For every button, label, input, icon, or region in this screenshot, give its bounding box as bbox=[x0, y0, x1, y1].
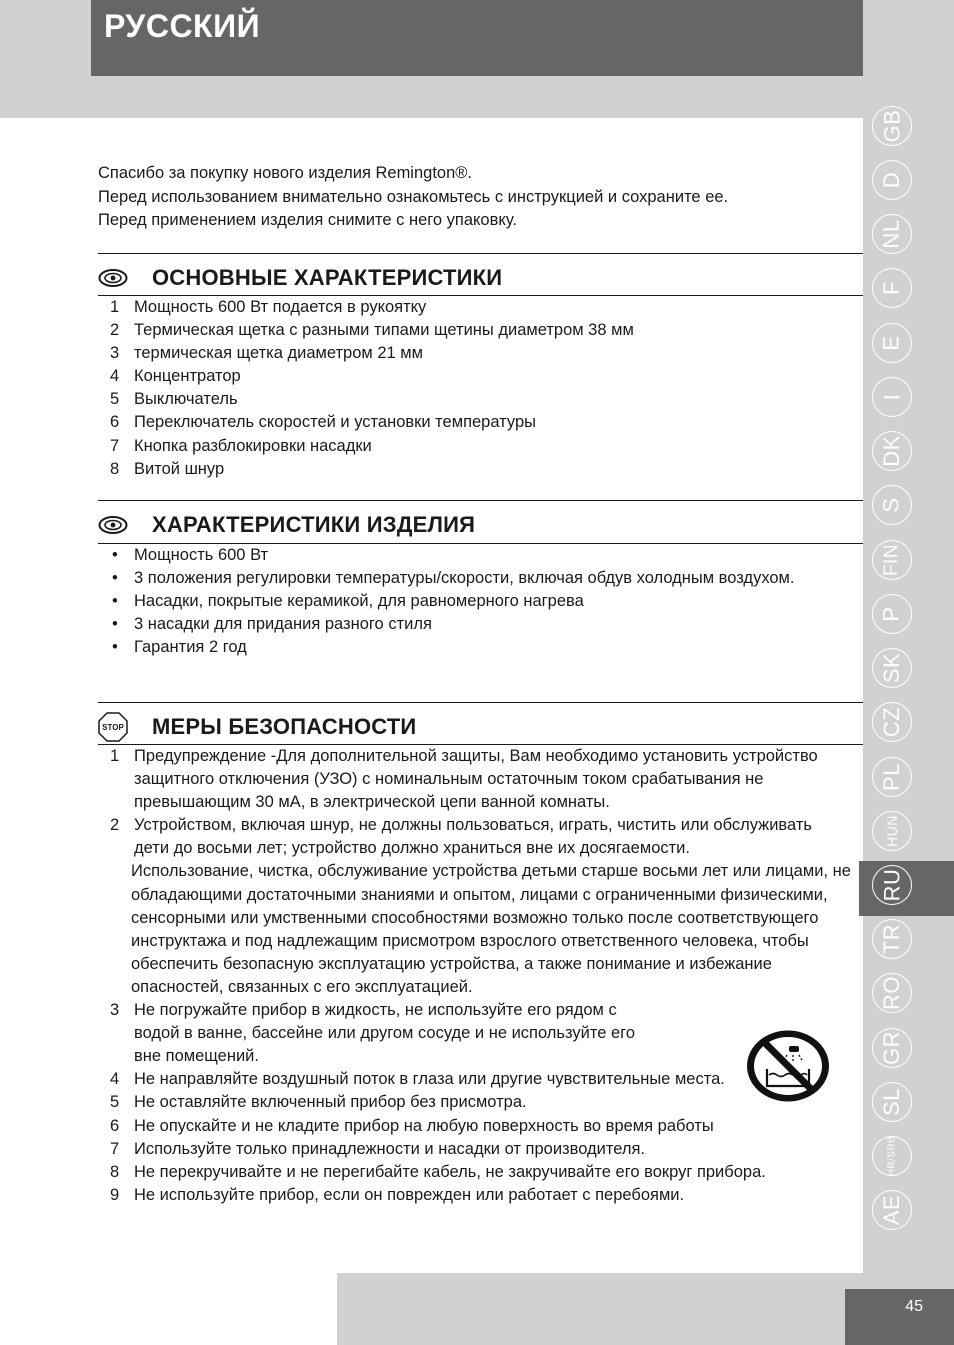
list-item: 5 Выключатель bbox=[110, 390, 238, 409]
list-item: 7 Используйте только принадлежности и насадки от производителя. bbox=[110, 1139, 646, 1158]
tab-ro[interactable]: RO bbox=[871, 969, 913, 1017]
list-item: 1 Предупреждение -Для дополнительной защиты, Вам необходимо установить устройство защитного отключения (УЗО) с номинальным остаточным током срабатывания не превышающим 30 мА, в электрической цепи ванной комнаты. bbox=[110, 747, 818, 812]
tab-gb[interactable]: GB bbox=[871, 102, 913, 150]
tab-p[interactable]: P bbox=[871, 590, 913, 638]
section-heading-text: ХАРАКТЕРИСТИКИ ИЗДЕЛИЯ bbox=[152, 512, 476, 537]
list-item: 3 Не погружайте прибор в жидкость, не используйте его рядом с водой в ванне, бассейне или другом сосуде и не используйте его вне помещений. bbox=[110, 1001, 636, 1066]
tab-sk[interactable]: SK bbox=[871, 644, 913, 692]
page-number: 45 bbox=[905, 1298, 923, 1315]
list-item: • 3 положения регулировки температуры/скорости, включая обдув холодным воздухом. bbox=[112, 569, 795, 588]
tab-dk[interactable]: DK bbox=[871, 427, 913, 475]
list-item: 1 Мощность 600 Вт подается в рукоятку bbox=[110, 298, 427, 316]
tab-f[interactable]: F bbox=[871, 264, 913, 312]
no-water-warning-icon bbox=[745, 1029, 831, 1103]
intro-line: Спасибо за покупку нового изделия Remington®. bbox=[98, 164, 473, 182]
tab-sl[interactable]: SL bbox=[871, 1078, 913, 1126]
list-item: 6 Переключатель скоростей и установки температуры bbox=[110, 413, 537, 432]
list-item: • Мощность 600 Вт bbox=[112, 546, 269, 564]
safety-list bbox=[98, 745, 863, 1207]
list-item: 9 Не используйте прибор, если он поврежден или работает с перебоями. bbox=[110, 1185, 685, 1204]
product-features-list bbox=[98, 544, 863, 659]
tab-cz[interactable]: CZ bbox=[871, 698, 913, 746]
eye-icon bbox=[98, 513, 128, 537]
tab-s[interactable]: S bbox=[871, 481, 913, 529]
tab-i[interactable]: I bbox=[871, 373, 913, 421]
section-heading-features bbox=[98, 256, 502, 300]
tab-hun[interactable]: HUN bbox=[871, 807, 913, 855]
list-item: 8 Не перекручивайте и не перегибайте кабель, не закручивайте его вокруг прибора. bbox=[110, 1162, 766, 1181]
intro-line: Перед использованием внимательно ознакомьтесь с инструкцией и сохраните ее. bbox=[98, 187, 729, 206]
page-bottom-area bbox=[0, 1273, 337, 1345]
list-item: • 3 насадки для придания разного стиля bbox=[112, 615, 432, 634]
tab-e[interactable]: E bbox=[871, 319, 913, 367]
list-item: 2 Термическая щетка с разными типами щетины диаметром 38 мм bbox=[110, 321, 634, 340]
list-item: 4 Не направляйте воздушный поток в глаза или другие чувствительные места. bbox=[110, 1070, 725, 1089]
section-heading-safety bbox=[98, 705, 416, 749]
stop-icon bbox=[98, 715, 128, 739]
tab-ru[interactable]: RU bbox=[871, 861, 913, 909]
section-top-rule bbox=[98, 500, 863, 501]
intro-text bbox=[98, 162, 728, 233]
section-heading-text: МЕРЫ БЕЗОПАСНОСТИ bbox=[152, 714, 417, 739]
tab-d[interactable]: D bbox=[871, 156, 913, 204]
list-item: 4 Концентратор bbox=[110, 367, 241, 386]
list-item: 8 Витой шнур bbox=[110, 459, 225, 478]
list-item: 2 Устройством, включая шнур, не должны пользоваться, играть, чистить или обслуживать дети до восьми лет; устройство должно храниться вне их досягаемости. bbox=[110, 816, 812, 858]
tab-fin[interactable]: FIN bbox=[871, 536, 913, 584]
section-top-rule bbox=[98, 253, 863, 254]
list-item: 7 Кнопка разблокировки насадки bbox=[110, 436, 372, 455]
list-item: Использование, чистка, обслуживание устройства детьми старше восьми лет или лицами, не обладающими достаточными знаниями и опытом, лицами с ограниченными физическими, сенсорными или умственными способностями возможно только после соответствующего инструктажа и под надлежащим присмотром взрослого ответственного человека, чтобы обеспечить безопасную эксплуатацию устройства, а также понимание и избежание опасностей, связанных с его эксплуатацией. bbox=[131, 862, 851, 996]
tab-nl[interactable]: NL bbox=[871, 210, 913, 258]
tab-gr[interactable]: GR bbox=[871, 1024, 913, 1072]
list-item: 3 термическая щетка диаметром 21 мм bbox=[110, 344, 423, 363]
intro-line: Перед применением изделия снимите с него упаковку. bbox=[98, 211, 517, 229]
page-title: РУССКИЙ bbox=[104, 8, 261, 44]
tab-tr[interactable]: TR bbox=[871, 915, 913, 963]
list-item: 5 Не оставляйте включенный прибор без присмотра. bbox=[110, 1093, 527, 1112]
eye-icon bbox=[98, 266, 128, 290]
stop-icon-label: STOP bbox=[102, 723, 124, 732]
list-item: • Насадки, покрытые керамикой, для равномерного нагрева bbox=[112, 592, 584, 611]
section-heading-product-features bbox=[98, 503, 475, 547]
list-item: 6 Не опускайте и не кладите прибор на любую поверхность во время работы bbox=[110, 1116, 714, 1135]
tab-hr-srb[interactable]: HR/SRB bbox=[871, 1132, 913, 1180]
page-number-box bbox=[845, 1289, 954, 1345]
list-item: • Гарантия 2 год bbox=[112, 638, 247, 657]
tab-ae[interactable]: AE bbox=[871, 1186, 913, 1234]
tab-pl[interactable]: PL bbox=[871, 753, 913, 801]
section-heading-text: ОСНОВНЫЕ ХАРАКТЕРИСТИКИ bbox=[152, 265, 503, 290]
section-top-rule bbox=[98, 702, 863, 703]
features-list bbox=[98, 296, 863, 481]
title-bar bbox=[91, 0, 863, 76]
